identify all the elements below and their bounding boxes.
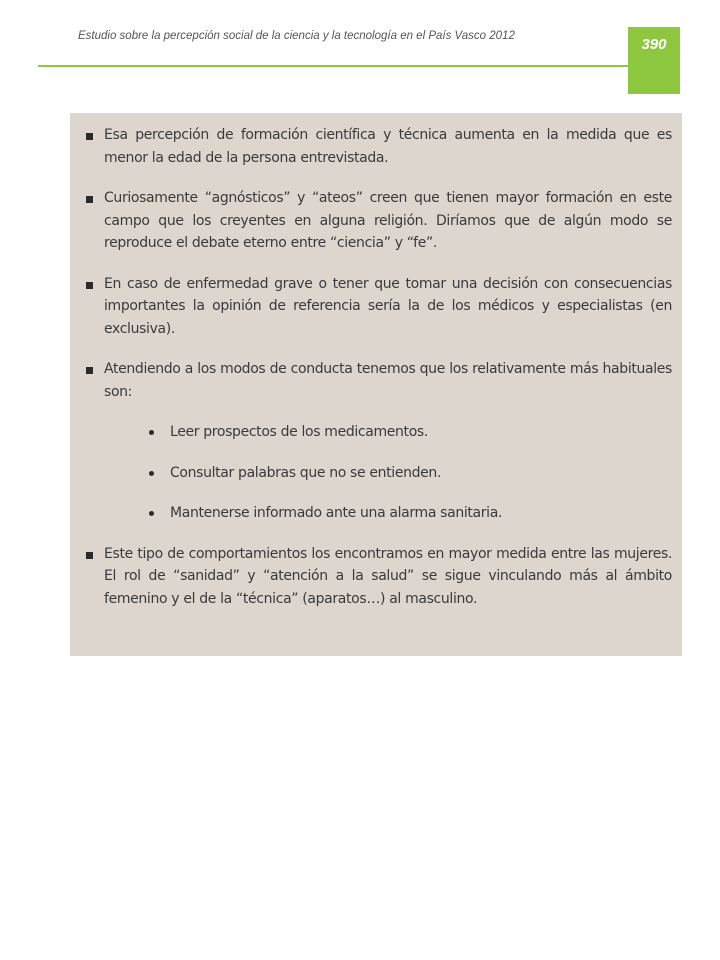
bullet-text: Curiosamente “agnósticos” y “ateos” creen que tienen mayor formación en este campo que los creyentes en alguna religión. Diríamos que de algún modo se reproduce el debate eterno entre “ciencia” y “fe”. <box>104 190 672 251</box>
bullet-item <box>86 124 672 169</box>
sub-bullet-text: Consultar palabras que no se entienden. <box>170 464 442 481</box>
sub-bullet-item <box>86 462 672 485</box>
bullet-text: Este tipo de comportamientos los encontramos en mayor medida entre las mujeres. El rol de “sanidad” y “atención a la salud” se sigue vinculando más al ámbito femenino y el de la “técnica” (aparatos…) al masculino. <box>104 545 672 607</box>
page-number: 390 <box>641 36 667 53</box>
content-box <box>70 113 682 656</box>
bullet-item <box>86 358 672 403</box>
header-title: Estudio sobre la percepción social de la ciencia y la tecnología en el País Vasco 2012 <box>78 30 515 42</box>
square-bullet-icon <box>86 552 93 559</box>
square-bullet-icon <box>86 133 93 140</box>
bullet-text: Atendiendo a los modos de conducta tenemos que los relativamente más habituales son: <box>104 361 672 400</box>
bullet-text: Esa percepción de formación científica y técnica aumenta en la medida que es menor la edad de la persona entrevistada. <box>104 127 672 166</box>
square-bullet-icon <box>86 282 93 289</box>
dot-bullet-icon <box>149 471 154 476</box>
sub-bullet-text: Mantenerse informado ante una alarma sanitaria. <box>170 505 503 521</box>
bullet-item <box>86 543 672 611</box>
bullet-item <box>86 187 672 255</box>
square-bullet-icon <box>86 196 93 203</box>
sub-bullet-item <box>86 502 672 525</box>
bullet-item <box>86 273 672 341</box>
header-rule <box>38 65 630 67</box>
sub-bullet-text: Leer prospectos de los medicamentos. <box>170 424 428 440</box>
dot-bullet-icon <box>149 511 154 516</box>
bullet-text: En caso de enfermedad grave o tener que tomar una decisión con consecuencias importantes la opinión de referencia sería la de los médicos y especialistas (en exclusiva). <box>104 275 672 337</box>
dot-bullet-icon <box>149 430 154 435</box>
sub-bullet-item <box>86 421 672 444</box>
square-bullet-icon <box>86 367 93 374</box>
